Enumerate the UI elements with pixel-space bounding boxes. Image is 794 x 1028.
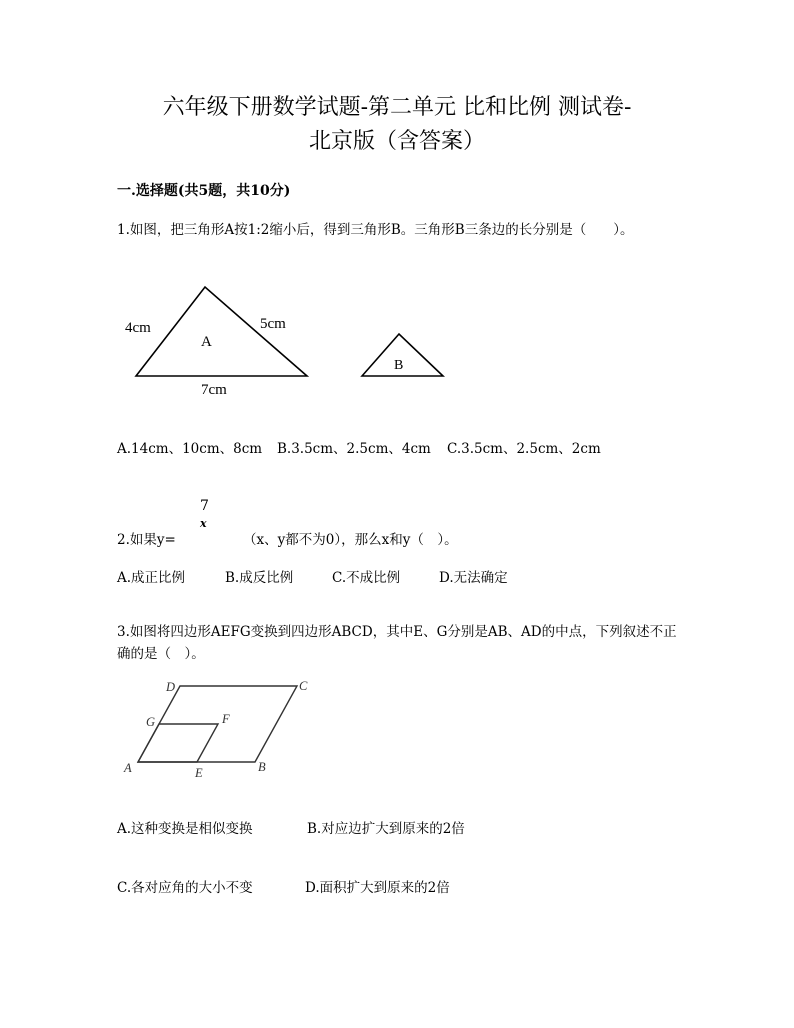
question-1-option-a: A.14cm、10cm、8cm — [117, 441, 263, 457]
question-1-option-c: C.3.5cm、2.5cm、2cm — [447, 441, 601, 457]
triangle-b-label: B — [394, 358, 404, 373]
question-1-stem: 1.如图，把三角形A按1:2缩小后，得到三角形B。三角形B三条边的长分别是（ ）。 — [117, 222, 634, 238]
parallelogram-aefg — [138, 724, 218, 762]
question-2-prefix: 2.如果y= — [117, 532, 176, 548]
vertex-label-g: G — [146, 715, 156, 729]
vertex-label-b: B — [258, 760, 266, 774]
question-3-stem: 3.如图将四边形AEFG变换到四边形ABCD，其中E、G分别是AB、AD的中点，下列叙述不正确的是（ ）。 — [117, 624, 677, 662]
vertex-label-a: A — [124, 761, 132, 775]
section-heading: 一.选择题(共5题，共10分) — [117, 183, 291, 199]
question-3-option-a: A.这种变换是相似变换 — [117, 821, 253, 837]
vertex-label-e: E — [195, 766, 203, 780]
question-2-option-d: D.无法确定 — [439, 570, 508, 586]
triangle-a-label: A — [201, 334, 212, 350]
page-title-line2: 北京版（含答案） — [308, 129, 485, 154]
question-2-suffix: （x、y都不为0），那么x和y（ ）。 — [243, 532, 458, 548]
question-2-option-b: B.成反比例 — [225, 570, 294, 586]
vertex-label-c: C — [299, 679, 308, 693]
question-2-numerator: 7 — [200, 498, 209, 514]
question-3-option-b: B.对应边扩大到原来的2倍 — [307, 821, 465, 837]
question-2-option-a: A.成正比例 — [117, 570, 186, 586]
triangle-a-bottom-side-label: 7cm — [201, 382, 227, 398]
triangle-a-left-side-label: 4cm — [125, 320, 151, 336]
question-1-figure — [115, 280, 455, 405]
vertex-label-d: D — [166, 680, 176, 694]
page-title-line1: 六年级下册数学试题-第二单元 比和比例 测试卷- — [162, 95, 632, 120]
question-1-option-b: B.3.5cm、2.5cm、4cm — [277, 441, 431, 457]
vertex-label-f: F — [222, 712, 230, 726]
question-3-option-d: D.面积扩大到原来的2倍 — [305, 880, 450, 896]
question-2-denominator: x — [200, 517, 207, 530]
question-3-figure — [115, 675, 325, 785]
question-3-option-c: C.各对应角的大小不变 — [117, 880, 253, 896]
triangle-a-right-side-label: 5cm — [260, 316, 286, 332]
question-2-option-c: C.不成比例 — [332, 570, 401, 586]
